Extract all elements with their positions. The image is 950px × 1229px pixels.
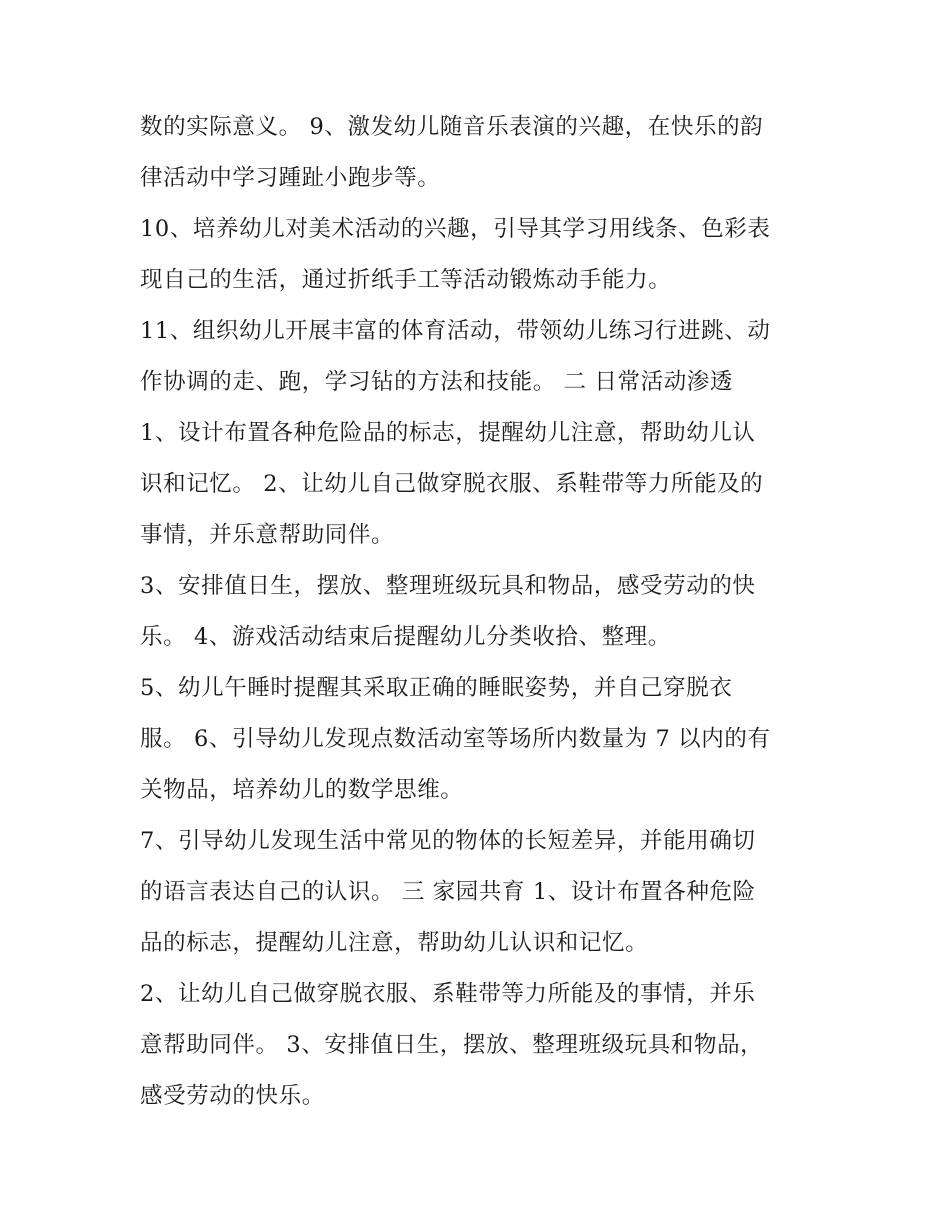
- text-line: 3、安排值日生，摆放、整理班级玩具和物品，感受劳动的快: [140, 573, 756, 599]
- text-line: 品的标志，提醒幼儿注意，帮助幼儿认识和记忆。: [140, 930, 649, 956]
- text-line: 作协调的走、跑，学习钻的方法和技能。 二 日常活动渗透: [140, 369, 734, 395]
- text-line: 11、组织幼儿开展丰富的体育活动，带领幼儿练习行进跳、动: [140, 318, 771, 344]
- text-line: 7、引导幼儿发现生活中常见的物体的长短差异，并能用确切: [140, 828, 756, 854]
- text-line: 服。 6、引导幼儿发现点数活动室等场所内数量为 7 以内的有: [140, 726, 771, 752]
- text-line: 识和记忆。 2、让幼儿自己做穿脱衣服、系鞋带等力所能及的: [140, 471, 764, 497]
- text-line: 5、幼儿午睡时提醒其采取正确的睡眠姿势，并自己穿脱衣: [140, 675, 733, 701]
- text-line: 乐。 4、游戏活动结束后提醒幼儿分类收拾、整理。: [140, 624, 671, 650]
- text-line: 事情，并乐意帮助同伴。: [140, 522, 395, 548]
- text-line: 感受劳动的快乐。: [140, 1083, 325, 1109]
- text-line: 律活动中学习踵趾小跑步等。: [140, 165, 441, 191]
- text-line: 2、让幼儿自己做穿脱衣服、系鞋带等力所能及的事情，并乐: [140, 981, 756, 1007]
- text-line: 意帮助同伴。 3、安排值日生，摆放、整理班级玩具和物品，: [140, 1032, 764, 1058]
- text-line: 数的实际意义。 9、激发幼儿随音乐表演的兴趣，在快乐的韵: [140, 114, 764, 140]
- text-line: 1、设计布置各种危险品的标志，提醒幼儿注意，帮助幼儿认: [140, 420, 756, 446]
- text-line: 10、培养幼儿对美术活动的兴趣，引导其学习用线条、色彩表: [140, 216, 771, 242]
- text-line: 关物品，培养幼儿的数学思维。: [140, 777, 464, 803]
- document-body: [140, 102, 820, 1122]
- text-line: 的语言表达自己的认识。 三 家园共育 1、设计布置各种危险: [140, 879, 756, 905]
- text-line: 现自己的生活，通过折纸手工等活动锻炼动手能力。: [140, 267, 672, 293]
